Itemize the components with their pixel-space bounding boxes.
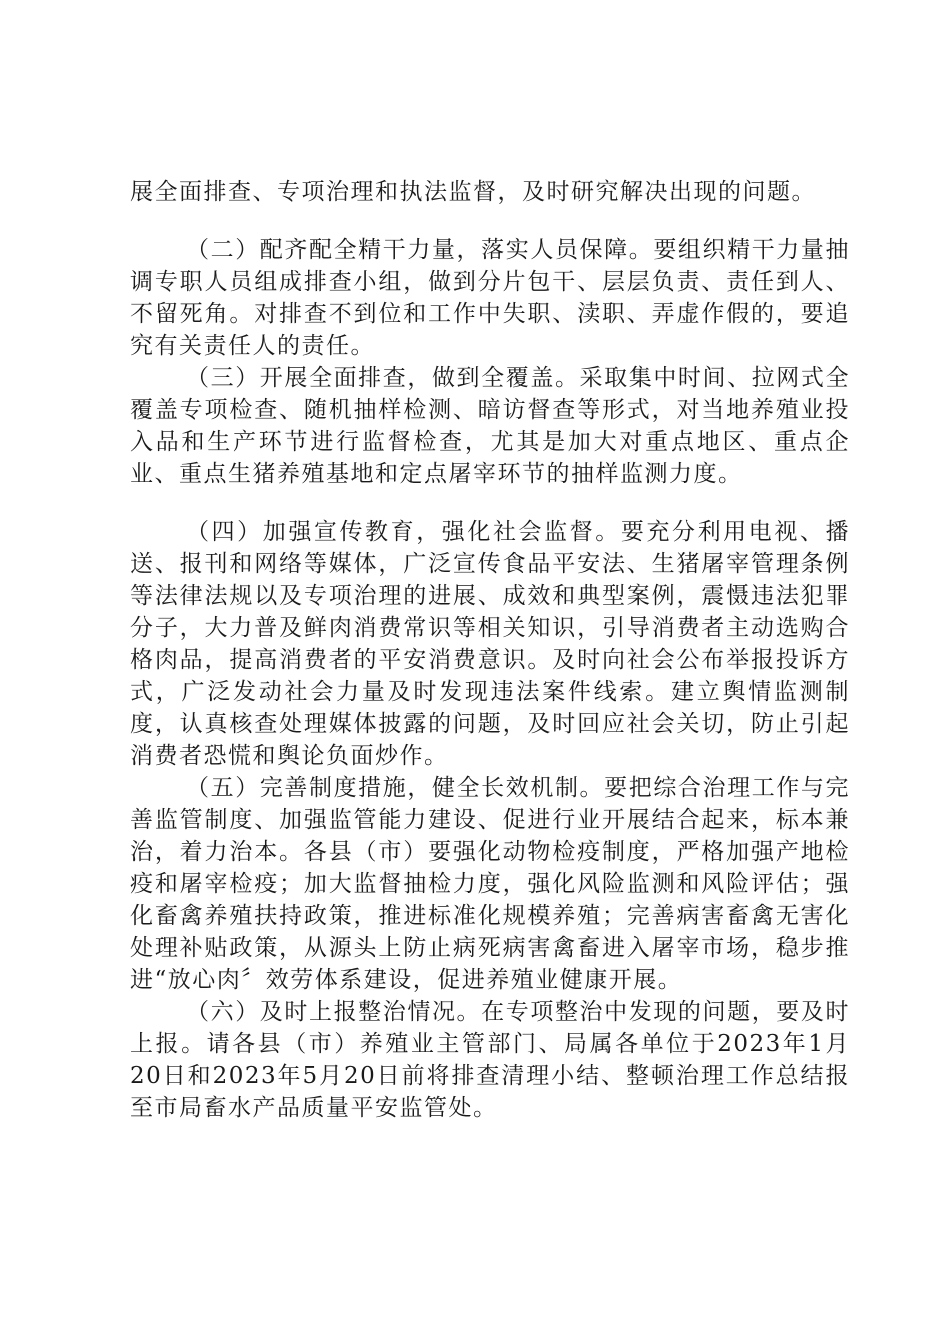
document-body — [130, 176, 850, 1124]
paragraph-section-2: （二）配齐配全精干力量，落实人员保障。要组织精干力量抽调专职人员组成排查小组，做到分片包干、层层负责、责任到人、不留死角。对排查不到位和工作中失职、渎职、弄虚作假的，要追究有关责任人的责任。 — [130, 237, 850, 359]
paragraph-section-3: （三）开展全面排查，做到全覆盖。采取集中时间、拉网式全覆盖专项检查、随机抽样检测、暗访督查等形式，对当地养殖业投入品和生产环节进行监督检查，尤其是加大对重点地区、重点企业、重点生猪养殖基地和定点屠宰环节的抽样监测力度。 — [130, 365, 850, 487]
paragraph-section-5: （五）完善制度措施，健全长效机制。要把综合治理工作与完善监管制度、加强监管能力建设、促进行业开展结合起来，标本兼治，着力治本。各县（市）要强化动物检疫制度，严格加强产地检疫和屠宰检疫；加大监督抽检力度，强化风险监测和风险评估；强化畜禽养殖扶持政策，推进标准化规模养殖；完善病害畜禽无害化处理补贴政策，从源头上防止病死病害禽畜进入屠宰市场，稳步推进“放心肉〞效劳体系建设，促进养殖业健康开展。 — [130, 775, 850, 993]
paragraph-section-4: （四）加强宣传教育，强化社会监督。要充分利用电视、播送、报刊和网络等媒体，广泛宣传食品平安法、生猪屠宰管理条例等法律法规以及专项治理的进展、成效和典型案例，震慑违法犯罪分子，大力普及鲜肉消费常识等相关知识，引导消费者主动选购合格肉品，提高消费者的平安消费意识。及时向社会公布举报投诉方式，广泛发动社会力量及时发现违法案件线索。建立舆情监测制度，认真核查处理媒体披露的问题，及时回应社会关切，防止引起消费者恐慌和舆论负面炒作。 — [130, 519, 850, 769]
paragraph-continuation: 展全面排查、专项治理和执法监督，及时研究解决出现的问题。 — [130, 179, 816, 205]
paragraph-section-6: （六）及时上报整治情况。在专项整治中发现的问题，要及时上报。请各县（市）养殖业主管部门、局属各单位于2023年1月20日和2023年5月20日前将排查清理小结、整顿治理工作总结报至市局畜水产品质量平安监管处。 — [130, 999, 850, 1121]
